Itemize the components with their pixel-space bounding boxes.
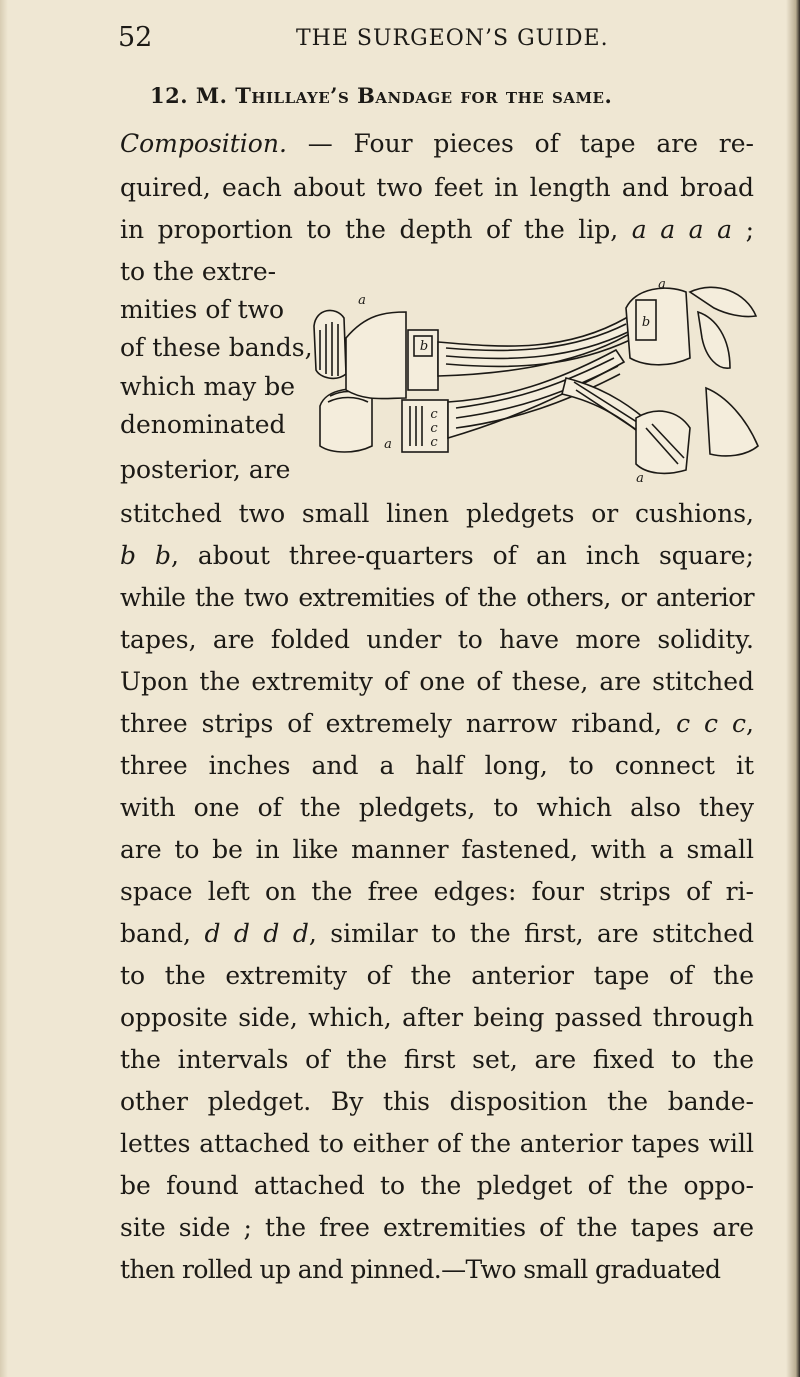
text-line: are to be in like manner fastened, with a small [120, 835, 754, 864]
text-line: while the two extremities of the others, or anterior [120, 583, 754, 612]
center-pledget-c [402, 400, 448, 452]
text-line: denominated [120, 410, 286, 439]
text-line: opposite side, which, after being passed through [120, 1003, 754, 1032]
text-line: which may be [120, 372, 296, 401]
figure-label-c: c [430, 435, 438, 450]
text-line: of these bands, [120, 333, 313, 362]
text-line: site side ; the free extremities of the tapes are [120, 1213, 754, 1242]
figure-label-a: a [358, 293, 366, 308]
bandage-illustration [306, 278, 764, 484]
right-extremity-tapes [690, 287, 758, 456]
figure-label-b: b [641, 315, 651, 330]
figure-label-a: a [636, 471, 644, 484]
text-line: Upon the extremity of one of these, are stitched [120, 667, 754, 696]
text-line: tapes, are folded under to have more solidity. [120, 625, 754, 654]
text-line: then rolled up and pinned.—Two small graduated [120, 1255, 721, 1284]
right-pledget-upper [626, 288, 690, 365]
text-line: quired, each about two feet in length and broad [120, 173, 754, 202]
text-line: three strips of extremely narrow riband, c c c, [120, 709, 754, 738]
figure-label-c: c [430, 421, 438, 436]
left-pledget-lower [320, 389, 372, 452]
text-line: stitched two small linen pledgets or cushions, [120, 499, 754, 528]
figure-label-c: c [430, 407, 438, 422]
left-pledget-upper [314, 310, 346, 378]
text-line: lettes attached to either of the anterior tapes will [120, 1129, 754, 1158]
anterior-tape-left [346, 312, 406, 399]
text-line: Composition. — Four pieces of tape are re- [120, 129, 754, 158]
running-title: THE SURGEON’S GUIDE. [296, 26, 609, 51]
text-line: space left on the free edges: four strips of ri- [120, 877, 754, 906]
text-line: mities of two [120, 295, 285, 324]
text-line: the intervals of the first set, are fixed to the [120, 1045, 754, 1074]
text-line: to the extre- [120, 257, 277, 286]
text-line: to the extremity of the anterior tape of the [120, 961, 754, 990]
right-pledget-lower [636, 411, 690, 473]
text-line: band, d d d d, similar to the first, are stitched [120, 919, 754, 948]
text-line: posterior, are [120, 455, 291, 484]
figure-label-a: a [384, 437, 392, 452]
text-line: with one of the pledgets, to which also they [120, 793, 754, 822]
page-edge-left [0, 0, 8, 1377]
page-edge-right [786, 0, 800, 1377]
section-title: 12. M. Thillaye’s Bandage for the same. [150, 83, 613, 108]
page-number: 52 [118, 22, 153, 53]
text-line: be found attached to the pledget of the oppo- [120, 1171, 754, 1200]
text-line: b b, about three-quarters of an inch square; [120, 541, 754, 570]
text-line: in proportion to the depth of the lip, a a a a ; [120, 215, 754, 244]
figure-label-b: b [419, 339, 429, 354]
figure-label-a: a [658, 278, 666, 292]
text-line: three inches and a half long, to connect it [120, 751, 754, 780]
text-line: other pledget. By this disposition the bande- [120, 1087, 754, 1116]
